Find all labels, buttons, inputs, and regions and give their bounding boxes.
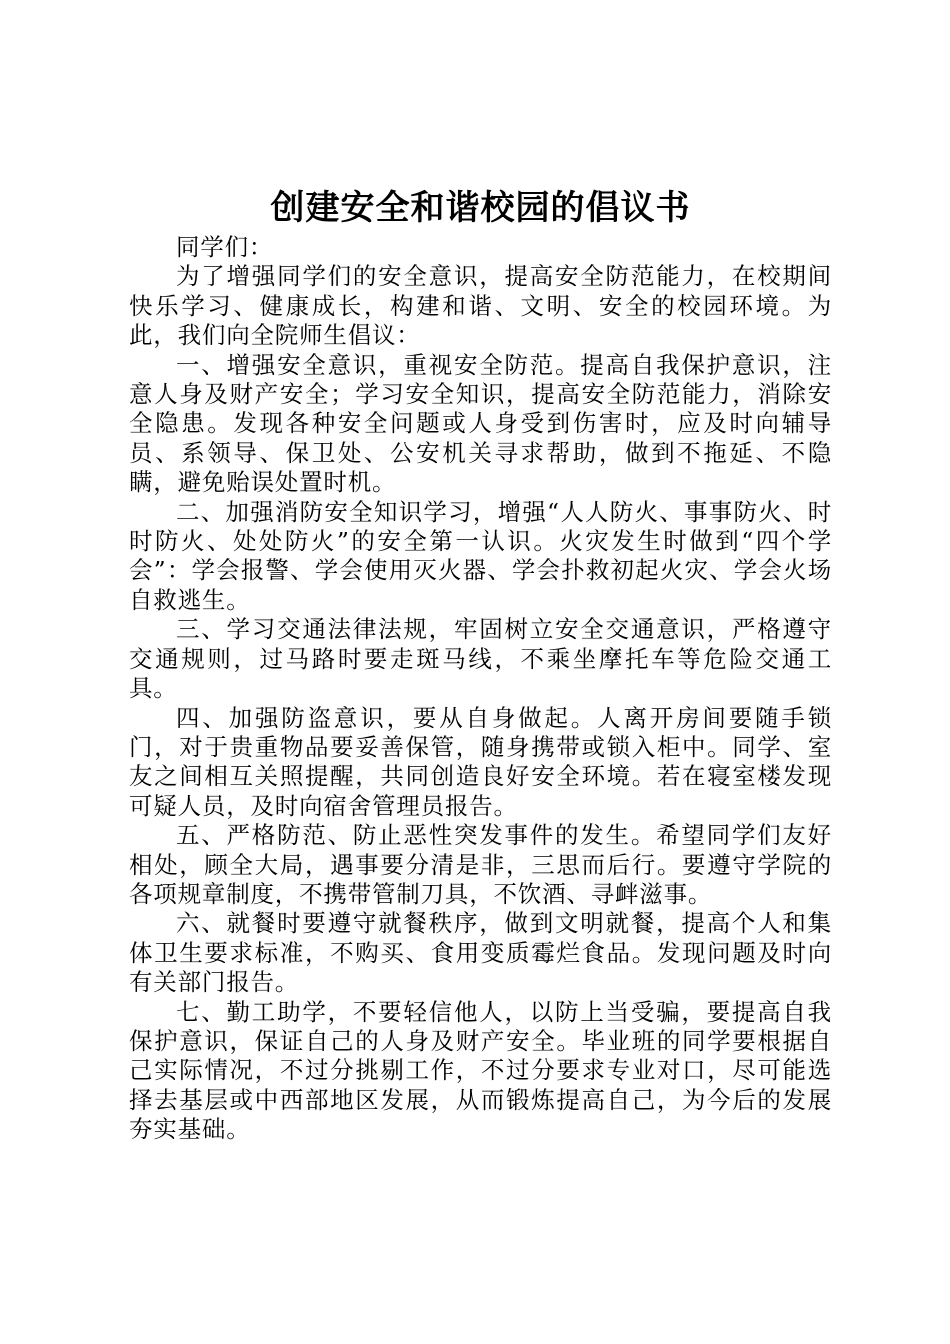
paragraph-item-6: 六、就餐时要遵守就餐秩序，做到文明就餐，提高个人和集体卫生要求标准，不购买、食用变质霉烂食品。发现问题及时向有关部门报告。 xyxy=(129,909,832,997)
paragraph-item-7: 七、勤工助学，不要轻信他人，以防上当受骗，要提高自我保护意识，保证自己的人身及财产安全。毕业班的同学要根据自己实际情况，不过分挑剔工作，不过分要求专业对口，尽可能选择去基层或中西部地区发展，从而锻炼提高自己，为今后的发展夯实基础。 xyxy=(129,997,832,1144)
paragraph-item-1: 一、增强安全意识，重视安全防范。提高自我保护意识，注意人身及财产安全；学习安全知识，提高安全防范能力，消除安全隐患。发现各种安全问题或人身受到伤害时，应及时向辅导员、系领导、保卫处、公安机关寻求帮助，做到不拖延、不隐瞒，避免贻误处置时机。 xyxy=(129,350,832,497)
paragraph-item-3: 三、学习交通法律法规，牢固树立安全交通意识，严格遵守交通规则，过马路时要走斑马线，不乘坐摩托车等危险交通工具。 xyxy=(129,615,832,703)
paragraph-item-2: 二、加强消防安全知识学习，增强“人人防火、事事防火、时时防火、处处防火”的安全第一认识。火灾发生时做到“四个学会”：学会报警、学会使用灭火器、学会扑救初起火灾、学会火场自救逃生。 xyxy=(129,497,832,614)
document-body xyxy=(129,233,832,1145)
paragraph-item-5: 五、严格防范、防止恶性突发事件的发生。希望同学们友好相处，顾全大局，遇事要分清是非，三思而后行。要遵守学院的各项规章制度，不携带管制刀具，不饮酒、寻衅滋事。 xyxy=(129,821,832,908)
salutation: 同学们： xyxy=(176,233,274,261)
paragraph-intro: 为了增强同学们的安全意识，提高安全防范能力，在校期间快乐学习、健康成长，构建和谐、文明、安全的校园环境。为此，我们向全院师生倡议： xyxy=(129,262,832,350)
document-page xyxy=(129,0,832,1344)
document-title: 创建安全和谐校园的倡议书 xyxy=(270,188,691,228)
paragraph-item-4: 四、加强防盗意识，要从自身做起。人离开房间要随手锁门，对于贵重物品要妥善保管，随身携带或锁入柜中。同学、室友之间相互关照提醒，共同创造良好安全环境。若在寝室楼发现可疑人员，及时向宿舍管理员报告。 xyxy=(129,703,832,820)
